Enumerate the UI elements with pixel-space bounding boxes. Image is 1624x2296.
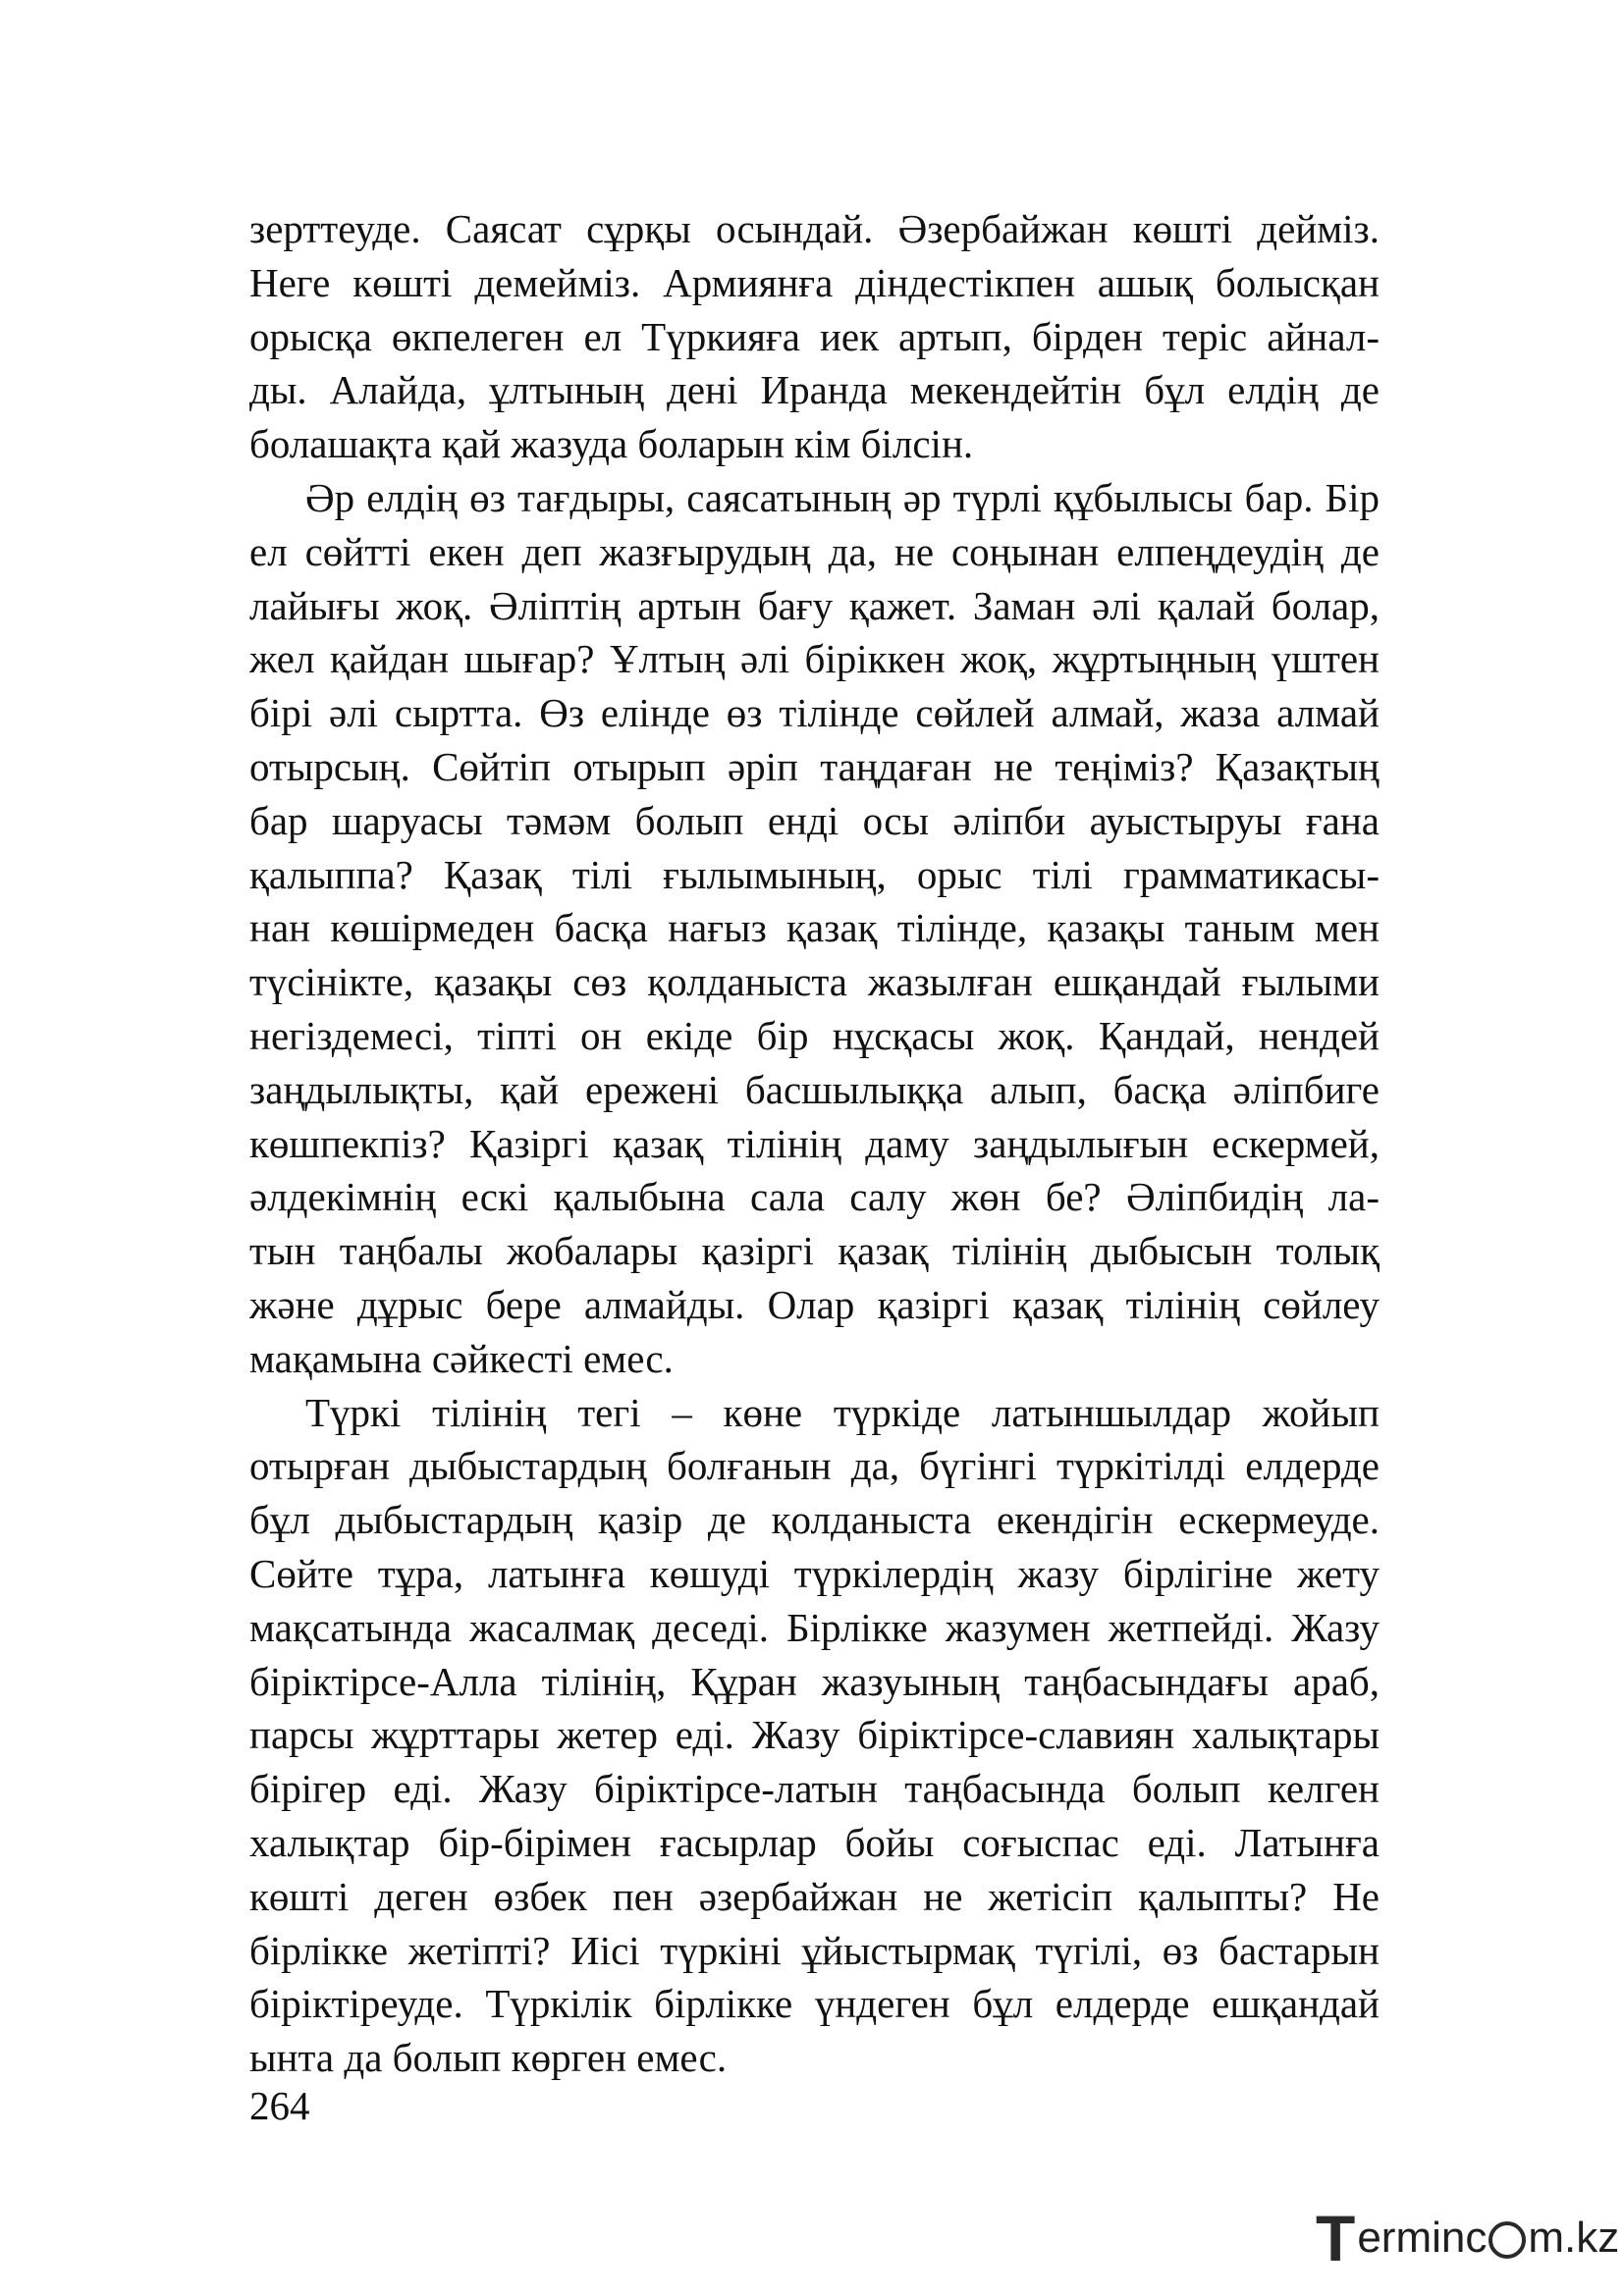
- text-line: біріктірсе-Алла тілінің, Құран жазуының таңбасындағы араб,: [249, 1658, 1380, 1704]
- text-line: көшпекпіз? Қазіргі қазақ тілінің даму заңдылығын ескермей,: [249, 1120, 1380, 1166]
- text-line: зерттеуде. Саясат сұрқы осындай. Әзербайжан көшті дейміз.: [249, 206, 1380, 251]
- text-line: отырсың. Сөйтіп отырып әріп таңдаған не теңіміз? Қазақтың: [249, 743, 1380, 789]
- text-line: нан көшірмеден басқа нағыз қазақ тілінде, қазақы таным мен: [249, 905, 1380, 951]
- page-number: 264: [249, 2083, 310, 2128]
- text-line: мақсатында жасалмақ деседі. Бірлікке жазумен жетпейді. Жазу: [249, 1604, 1380, 1650]
- text-line: халықтар бір-бірімен ғасырлар бойы соғыспас еді. Латынға: [249, 1819, 1380, 1865]
- text-line: қалыппа? Қазақ тілі ғылымының, орыс тілі грамматикасы-: [249, 851, 1380, 897]
- text-line: Әр елдің өз тағдыры, саясатының әр түрлі құбылысы бар. Бір: [305, 474, 1380, 520]
- text-line: Түркі тілінің тегі – көне түркіде латыншылдар жойып: [305, 1389, 1380, 1435]
- text-line: бірлікке жетіпті? Иісі түркіні ұйыстырмақ түгілі, өз бастарын: [249, 1927, 1380, 1973]
- text-line: көшті деген өзбек пен әзербайжан не жетісіп қалыпты? Не: [249, 1873, 1380, 1919]
- watermark-text-erminc: erminc: [1357, 2214, 1488, 2262]
- watermark-text-domain: m.kz: [1528, 2214, 1620, 2262]
- page-body-text: [249, 202, 1380, 2085]
- text-line: отырған дыбыстардың болғанын да, бүгінгі түркітілді елдерде: [249, 1443, 1380, 1489]
- termincom-watermark-logo: [1316, 2204, 1619, 2272]
- text-line: заңдылықты, қай ережені басшылыққа алып, басқа әліпбиге: [249, 1066, 1380, 1112]
- text-line: бірі әлі сыртта. Өз елінде өз тілінде сөйлей алмай, жаза алмай: [249, 690, 1380, 736]
- text-line: ынта да болып көрген емес.: [249, 2035, 728, 2081]
- text-line: ды. Алайда, ұлтының дені Иранда мекендейтін бұл елдің де: [249, 367, 1380, 413]
- text-line: орысқа өкпелеген ел Түркияға иек артып, бірден теріс айнал-: [249, 313, 1380, 359]
- text-line: Сөйте тұра, латынға көшуді түркілердің жазу бірлігіне жету: [249, 1550, 1380, 1596]
- text-line: парсы жұрттары жетер еді. Жазу біріктірсе-славиян халықтары: [249, 1712, 1380, 1758]
- text-line: ел сөйтті екен деп жазғырудың да, не соңынан елпеңдеудің де: [249, 528, 1380, 574]
- text-line: Неге көшті демейміз. Армиянға діндестікпен ашық болысқан: [249, 259, 1380, 305]
- text-line: біріктіреуде. Түркілік бірлікке үндеген бұл елдерде ешқандай: [249, 1981, 1380, 2027]
- text-line: негіздемесі, тіпті он екіде бір нұсқасы жоқ. Қандай, нендей: [249, 1012, 1380, 1058]
- text-line: тын таңбалы жобалары қазіргі қазақ тілінің дыбысын толық: [249, 1228, 1380, 1274]
- text-line: мақамына сәйкесті емес.: [249, 1335, 674, 1381]
- text-line: бар шаруасы тәмәм болып енді осы әліпби ауыстыруы ғана: [249, 797, 1380, 843]
- watermark-circle-icon: [1489, 2221, 1526, 2259]
- text-line: әлдекімнің ескі қалыбына сала салу жөн бе? Әліпбидің ла-: [249, 1174, 1380, 1220]
- text-line: лайығы жоқ. Әліптің артын бағу қажет. Заман әлі қалай болар,: [249, 582, 1380, 628]
- text-line: бұл дыбыстардың қазір де қолданыста екендігін ескермеуде.: [249, 1497, 1380, 1543]
- text-line: бірігер еді. Жазу біріктірсе-латын таңбасында болып келген: [249, 1766, 1380, 1812]
- text-line: және дұрыс бере алмайды. Олар қазіргі қазақ тілінің сөйлеу: [249, 1281, 1380, 1327]
- text-line: жел қайдан шығар? Ұлтың әлі біріккен жоқ, жұртыңның үштен: [249, 636, 1380, 682]
- text-line: түсінікте, қазақы сөз қолданыста жазылған ешқандай ғылыми: [249, 959, 1380, 1005]
- text-line: болашақта қай жазуда боларын кім білсін.: [249, 421, 974, 467]
- watermark-letter-t: T: [1316, 2202, 1356, 2274]
